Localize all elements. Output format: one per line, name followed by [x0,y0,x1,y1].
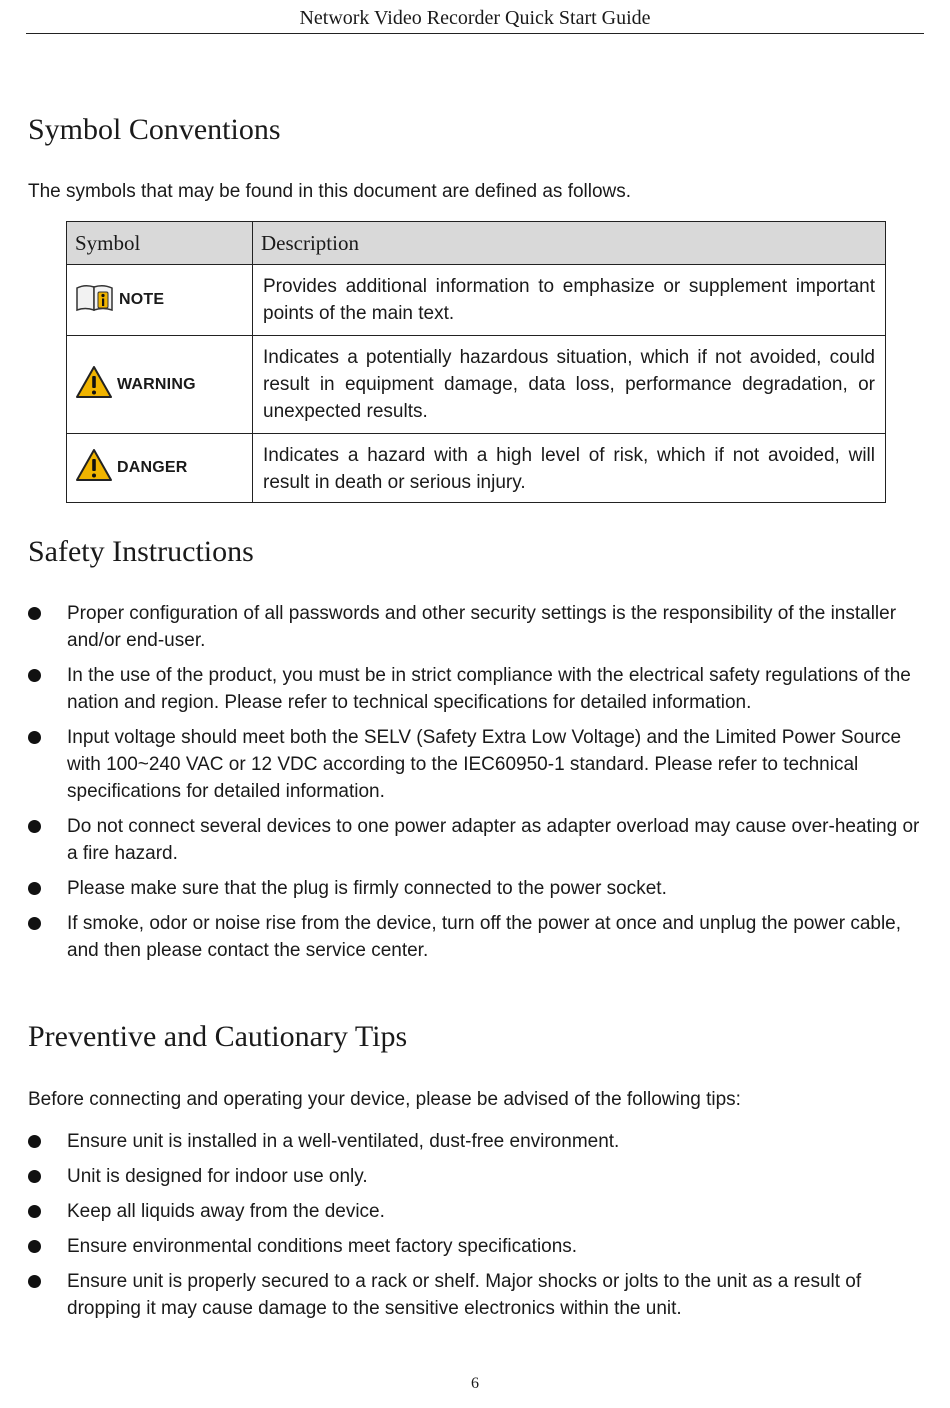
table-row [67,434,886,503]
list-item [0,1268,950,1322]
list-item [0,875,950,902]
list-item [0,724,950,805]
list-item [0,1163,950,1190]
list-item [0,1198,950,1225]
symbol-conventions-heading: Symbol Conventions [28,113,281,146]
list-item-text: Unit is designed for indoor use only. [67,1166,368,1187]
list-item-text: Keep all liquids away from the device. [67,1201,385,1222]
bullet-icon [28,917,41,930]
preventive-tips-list [0,1128,950,1322]
description-column-header: Description [253,222,886,265]
symbol-conventions-intro: The symbols that may be found in this document are defined as follows. [28,181,632,202]
symbol-cell-warning [67,336,253,434]
bullet-icon [28,1275,41,1288]
list-item-text: In the use of the product, you must be in strict compliance with the electrical safety regulations of the nation and region. Please refer to technical specifications for detailed information. [67,665,911,713]
header-divider [26,33,924,34]
table-row [67,265,886,336]
list-item-text: Input voltage should meet both the SELV (Safety Extra Low Voltage) and the Limited Power Source with 100~240 VAC or 12 VDC according to the IEC60950-1 standard. Please refer to technical specifications for detailed information. [67,727,902,802]
symbol-cell-danger [67,434,253,503]
list-item-text: Ensure unit is properly secured to a rack or shelf. Major shocks or jolts to the unit as a result of dropping it may cause damage to the sensitive electronics within the unit. [67,1271,862,1319]
list-item [0,910,950,964]
list-item-text: If smoke, odor or noise rise from the device, turn off the power at once and unplug the power cable, and then please contact the service center. [67,913,902,961]
symbol-column-header: Symbol [67,222,253,265]
symbol-table-header [67,222,886,265]
list-item-text: Proper configuration of all passwords and other security settings is the responsibility of the installer and/or end-user. [67,603,897,651]
danger-description: Indicates a hazard with a high level of risk, which if not avoided, will result in death or serious injury. [253,434,886,503]
bullet-icon [28,1240,41,1253]
list-item-text: Ensure environmental conditions meet factory specifications. [67,1236,578,1257]
bullet-icon [28,882,41,895]
safety-instructions-list [0,600,950,964]
bullet-icon [28,669,41,682]
note-icon [75,282,115,318]
list-item-text: Ensure unit is installed in a well-ventilated, dust-free environment. [67,1131,620,1152]
note-description: Provides additional information to emphasize or supplement important points of the main text. [253,265,886,336]
symbol-cell-note [67,265,253,336]
bullet-icon [28,607,41,620]
warning-icon [75,365,113,405]
preventive-tips-intro: Before connecting and operating your device, please be advised of the following tips: [28,1089,741,1110]
table-row [67,336,886,434]
danger-icon [75,448,113,488]
note-label: NOTE [119,291,165,308]
bullet-icon [28,731,41,744]
page-number: 6 [471,1375,479,1392]
list-item [0,813,950,867]
list-item-text: Do not connect several devices to one power adapter as adapter overload may cause over-heating or a fire hazard. [67,816,920,864]
safety-instructions-heading: Safety Instructions [28,535,254,568]
list-item [0,662,950,716]
danger-label: DANGER [117,459,188,476]
preventive-tips-heading: Preventive and Cautionary Tips [28,1020,408,1053]
warning-label: WARNING [117,375,196,393]
running-header: Network Video Recorder Quick Start Guide [299,7,651,29]
bullet-icon [28,1205,41,1218]
symbol-table [66,221,886,503]
list-item-text: Please make sure that the plug is firmly connected to the power socket. [67,878,667,899]
warning-description: Indicates a potentially hazardous situation, which if not avoided, could result in equipment damage, data loss, performance degradation, or unexpected results. [253,336,886,434]
list-item [0,1128,950,1155]
bullet-icon [28,1170,41,1183]
list-item [0,600,950,654]
bullet-icon [28,1135,41,1148]
list-item [0,1233,950,1260]
bullet-icon [28,820,41,833]
